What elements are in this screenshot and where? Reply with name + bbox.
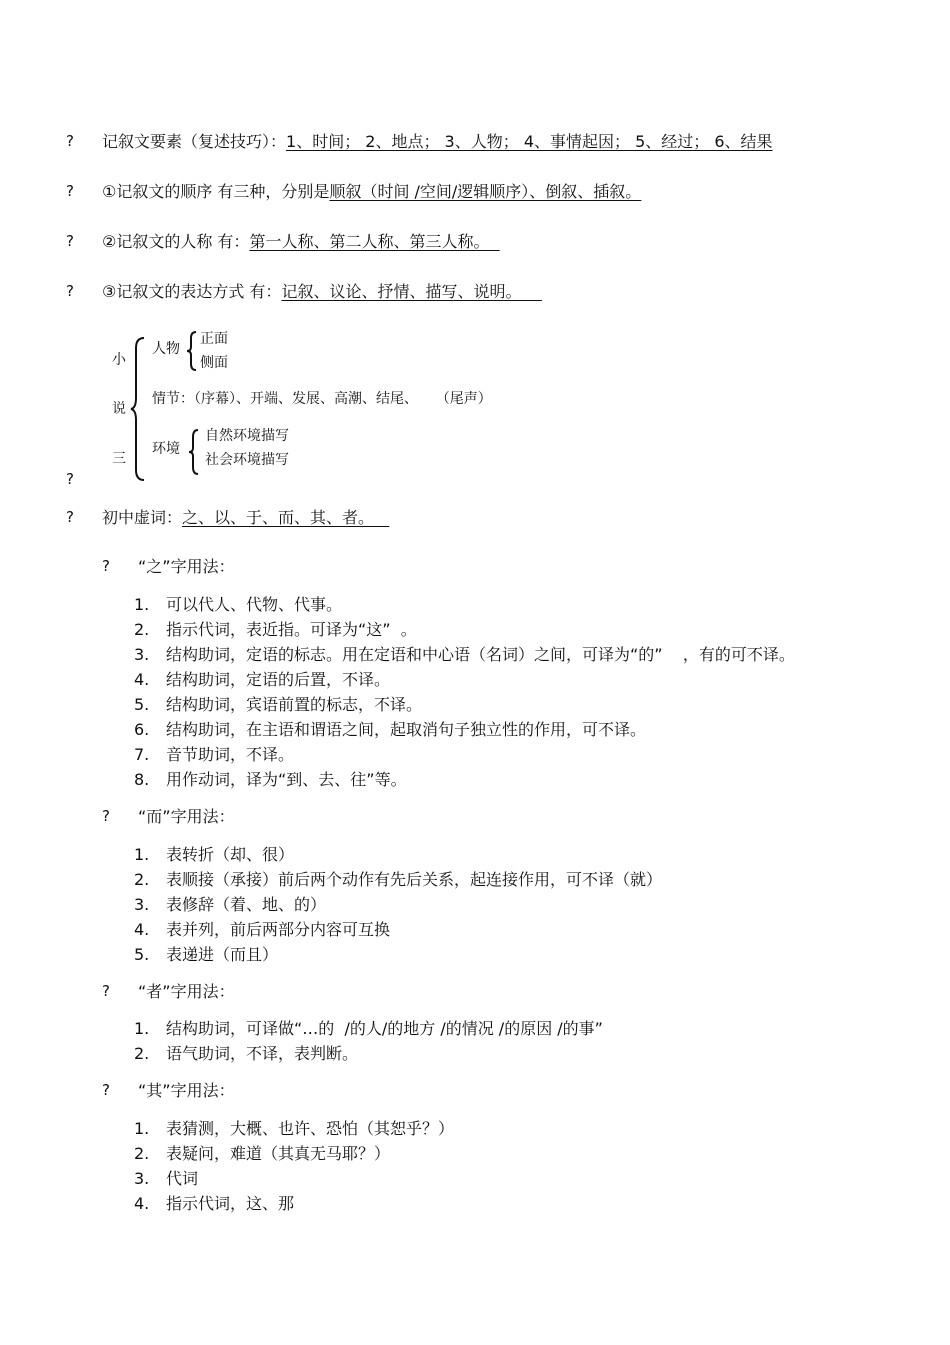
list-item: 1. 结构助词，可译做“…的 /的人/的地方 /的情况 /的原因 /的事”	[134, 1019, 603, 1038]
bullet-mark: ?	[102, 807, 110, 825]
list-item: 5. 结构助词，宾语前置的标志，不译。	[134, 695, 423, 714]
expression-modes	[102, 281, 542, 303]
environment-social: 社会环境描写	[205, 452, 289, 468]
function-words-value: 之、以、于、而、其、者。	[182, 508, 390, 527]
qi-title: “其”字用法：	[138, 1081, 235, 1100]
character-front: 正面	[200, 331, 228, 347]
novel-char-xiao: 小	[112, 352, 126, 368]
bullet-mark: ?	[102, 1081, 110, 1099]
narrative-order-value: 顺叙（时间 /空间/逻辑顺序）、倒叙、插叙。	[329, 182, 642, 201]
small-brace-icon	[186, 330, 198, 372]
function-words-label: 初中虚词：	[102, 508, 183, 527]
bullet-mark: ?	[66, 232, 74, 250]
novel-char-san: 三	[112, 451, 126, 467]
list-item: 3. 结构助词，定语的标志。用在定语和中心语（名词）之间，可译为“的” ，有的可不译。	[134, 645, 795, 664]
narrative-order-label: ①记叙文的顺序 有三种，分别是	[102, 182, 330, 201]
bullet-mark: ?	[66, 470, 74, 488]
narrative-person-value: 第一人称、第二人称、第三人称。	[249, 232, 500, 251]
narrative-elements	[102, 131, 773, 153]
big-brace-icon	[130, 336, 146, 482]
expression-modes-value: 记叙、议论、抒情、描写、说明。	[281, 282, 542, 301]
bullet-mark: ?	[66, 282, 74, 300]
narrative-order	[102, 181, 641, 203]
list-item: 2. 表疑问，难道（其真无马耶？）	[134, 1144, 391, 1163]
environment-natural: 自然环境描写	[205, 428, 289, 444]
plot-line: 情节：（序幕）、开端、发展、高潮、结尾、 （尾声）	[152, 391, 492, 407]
list-item: 6. 结构助词，在主语和谓语之间，起取消句子独立性的作用，可不译。	[134, 720, 647, 739]
list-item: 8. 用作动词，译为“到、去、往”等。	[134, 770, 407, 789]
character-label: 人物	[152, 341, 180, 357]
narrative-elements-value: 1、时间； 2、地点； 3、人物； 4、事情起因； 5、经过； 6、结果	[286, 132, 773, 151]
list-item: 2. 语气助词，不译，表判断。	[134, 1044, 359, 1063]
bullet-mark: ?	[66, 182, 74, 200]
zhi-title: “之”字用法：	[138, 557, 235, 576]
list-item: 1. 表转折（却、很）	[134, 845, 295, 864]
list-item: 4. 表并列，前后两部分内容可互换	[134, 920, 391, 939]
list-item: 4. 结构助词，定语的后置，不译。	[134, 670, 391, 689]
list-item: 3. 代词	[134, 1169, 199, 1188]
novel-char-shuo: 说	[112, 401, 126, 417]
list-item: 3. 表修辞（着、地、的）	[134, 895, 327, 914]
list-item: 2. 指示代词，表近指。可译为“这” 。	[134, 620, 417, 639]
bullet-mark: ?	[66, 508, 74, 526]
bullet-mark: ?	[102, 557, 110, 575]
narrative-person	[102, 231, 500, 253]
small-brace-icon	[188, 428, 200, 476]
narrative-person-label: ②记叙文的人称 有：	[102, 232, 250, 251]
zhe-title: “者”字用法：	[138, 982, 235, 1001]
list-item: 4. 指示代词，这、那	[134, 1194, 295, 1213]
er-title: “而”字用法：	[138, 807, 235, 826]
character-side: 侧面	[200, 355, 228, 371]
bullet-mark: ?	[66, 132, 74, 150]
function-words	[102, 507, 389, 529]
list-item: 1. 可以代人、代物、代事。	[134, 595, 343, 614]
expression-modes-label: ③记叙文的表达方式 有：	[102, 282, 282, 301]
list-item: 2. 表顺接（承接）前后两个动作有先后关系，起连接作用，可不译（就）	[134, 870, 663, 889]
bullet-mark: ?	[102, 982, 110, 1000]
narrative-elements-label: 记叙文要素（复述技巧）：	[102, 132, 287, 151]
environment-label: 环境	[152, 441, 180, 457]
list-item: 7. 音节助词，不译。	[134, 745, 295, 764]
list-item: 1. 表猜测，大概、也许、恐怕（其恕乎？）	[134, 1119, 455, 1138]
list-item: 5. 表递进（而且）	[134, 945, 279, 964]
